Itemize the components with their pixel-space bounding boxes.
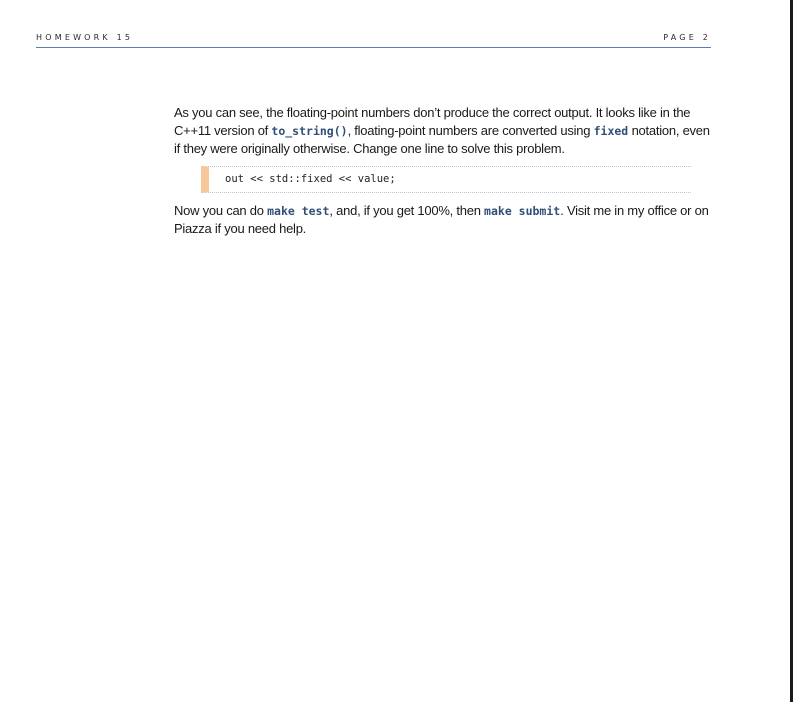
page-body	[174, 104, 715, 238]
inline-code-fixed: fixed	[593, 124, 629, 138]
paragraph-text: , floating-point numbers are converted using	[347, 123, 594, 138]
header-page-number: PAGE 2	[663, 33, 711, 42]
paragraph-text: . Visit me in my office or on Piazza if you need help.	[174, 203, 709, 236]
paragraph-instructions	[174, 202, 715, 238]
paragraph-text: As you can see, the floating-point numbers don’t produce the correct output. It looks like in the C++11 version of	[174, 105, 691, 138]
inline-code-make-submit: make submit	[484, 204, 561, 218]
inline-code-to-string: to_string()	[271, 124, 348, 138]
code-block: out << std::fixed << value;	[201, 166, 691, 193]
inline-code-make-test: make test	[267, 204, 330, 218]
header-title: HOMEWORK 15	[36, 33, 134, 42]
paragraph-text: notation, even if they were originally otherwise. Change one line to solve this problem.	[174, 123, 710, 156]
paragraph-text: , and, if you get 100%, then	[329, 203, 485, 218]
running-header	[36, 33, 711, 48]
paragraph-intro	[174, 104, 715, 158]
paragraph-text: Now you can do	[174, 203, 268, 218]
